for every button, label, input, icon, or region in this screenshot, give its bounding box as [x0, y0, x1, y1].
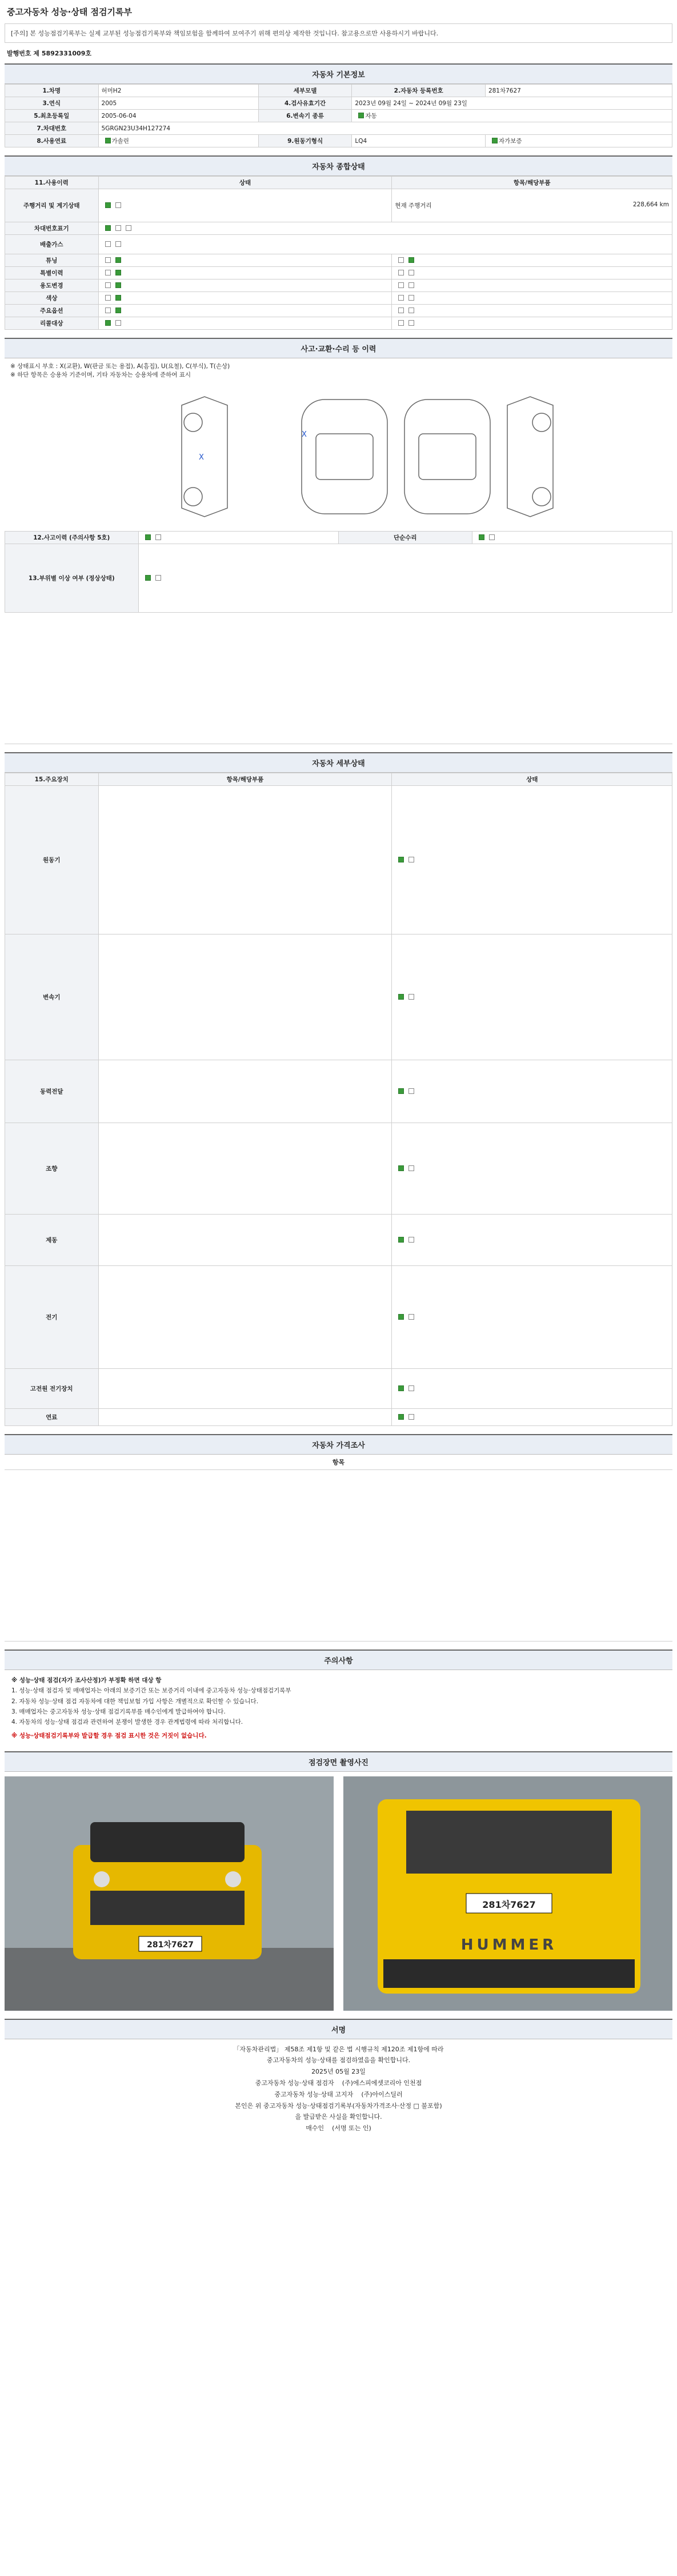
checkbox: [115, 320, 121, 326]
checkbox: [105, 241, 111, 247]
checkbox-checked: [408, 257, 414, 263]
table-header: [5, 177, 672, 189]
checkbox-checked: [358, 113, 364, 118]
checkbox: [408, 1088, 414, 1094]
checkbox-checked: [145, 575, 151, 581]
value: 2005-06-04: [98, 110, 258, 122]
row-label: 배출가스: [5, 235, 99, 254]
row-label: 고전원 전기장치: [5, 1369, 99, 1409]
photo-row: [5, 1772, 672, 2015]
rear-badge: HUMMER: [460, 1936, 558, 1954]
checkbox: [155, 534, 161, 540]
table-row: [5, 1060, 672, 1123]
status-cell: [138, 532, 338, 544]
photo-title: 점검장면 촬영사진: [5, 1752, 672, 1772]
value: 5GRGN23U34H127274: [98, 122, 672, 135]
col-header: 15.주요장치: [5, 773, 99, 786]
status-cell: [392, 254, 672, 267]
checkbox-checked: [115, 270, 121, 275]
row-label: 특별이력: [5, 267, 99, 279]
label: 8.사용연료: [5, 135, 99, 147]
table-row: [5, 786, 672, 934]
table-row: [5, 110, 672, 122]
status-cell: [98, 189, 392, 222]
label: 세부모델: [258, 85, 352, 97]
repair-legend: [5, 358, 672, 382]
checkbox-checked: [398, 1414, 404, 1420]
detail-title: 자동차 세부상태: [5, 753, 672, 773]
col-header: 상태: [98, 177, 392, 189]
checkbox: [408, 1314, 414, 1320]
row-label: 차대번호표기: [5, 222, 99, 235]
table-row: [5, 317, 672, 330]
checkbox-checked: [105, 202, 111, 208]
value: 281차7627: [485, 85, 672, 97]
checkbox: [408, 295, 414, 301]
checkbox: [105, 307, 111, 313]
row-label: 원동기: [5, 786, 99, 934]
table-header: [5, 773, 672, 786]
status-cell: [392, 305, 672, 317]
party-label: 매수인: [306, 2124, 325, 2132]
svg-text:X: X: [302, 430, 307, 439]
caution-section: [5, 1650, 672, 1747]
checkbox-checked: [115, 295, 121, 301]
repair-title: 사고·교환·수리 등 이력: [5, 339, 672, 358]
basic-table: [5, 84, 672, 147]
checkbox: [408, 282, 414, 288]
item-cell: [98, 1409, 392, 1426]
item-cell: [98, 1369, 392, 1409]
cert-value: 5892331009호: [41, 50, 91, 57]
checkbox: [105, 270, 111, 275]
row-label: 튜닝: [5, 254, 99, 267]
sign-party: [5, 2089, 672, 2100]
checkbox: [398, 282, 404, 288]
checkbox: [408, 1237, 414, 1243]
checkbox-checked: [398, 1385, 404, 1391]
row-label: 13.부위별 이상 여부 (정상상태): [5, 544, 139, 613]
table-row: [5, 122, 672, 135]
row-label: 12.사고이력 (주의사항 5호): [5, 532, 139, 544]
value: 허머H2: [98, 85, 258, 97]
table-row: [5, 544, 672, 613]
label: 5.최초등록일: [5, 110, 99, 122]
value: 가솔린: [98, 135, 258, 147]
status-cell: [98, 267, 392, 279]
table-row: [5, 1215, 672, 1266]
item-cell: [98, 1215, 392, 1266]
checkbox: [408, 994, 414, 1000]
item-cell: [98, 934, 392, 1060]
row-label: 색상: [5, 292, 99, 305]
col-header: 항목/해당부품: [392, 177, 672, 189]
table-row: [5, 235, 672, 254]
car-outline-icon: [5, 382, 672, 531]
party-name: (주)아이스딜러: [361, 2090, 403, 2098]
party-label: 중고자동차 성능·상태 고지자: [274, 2090, 354, 2098]
status-cell: [392, 1123, 672, 1215]
checkbox: [408, 1385, 414, 1391]
sign-line: 본인은 위 중고자동차 성능·상태점검기록부(자동차가격조사·산정 □ 불포함): [235, 2102, 442, 2110]
value: LQ4: [352, 135, 486, 147]
sign-date: 2025년 05월 23일: [311, 2068, 366, 2076]
detail-section: [5, 752, 672, 1426]
table-row: [5, 97, 672, 110]
checkbox: [398, 320, 404, 326]
status-cell: [98, 254, 392, 267]
status-cell: [138, 544, 672, 613]
mileage-value: 228,664 km: [632, 201, 669, 208]
svg-text:X: X: [199, 453, 204, 462]
condition-section: [5, 155, 672, 330]
label: 2.자동차 등록번호: [352, 85, 486, 97]
vehicle-front-image: [5, 1776, 334, 2011]
status-cell: [392, 786, 672, 934]
table-row: [5, 1369, 672, 1409]
party-name: (서명 또는 인): [332, 2124, 371, 2132]
table-row: [5, 135, 672, 147]
rear-plate: 281차7627: [482, 1899, 536, 1910]
checkbox: [489, 534, 495, 540]
row-label: 제동: [5, 1215, 99, 1266]
status-cell: [98, 222, 672, 235]
table-row: [5, 1409, 672, 1426]
checkbox-checked: [115, 257, 121, 263]
table-row: [5, 279, 672, 292]
checkbox: [408, 857, 414, 862]
label: 6.변속기 종류: [258, 110, 352, 122]
sign-line: 「자동차관리법」 제58조 제1항 및 같은 법 시행규칙 제120조 제1항에 따라: [233, 2045, 444, 2053]
sign-title: 서명: [5, 2020, 672, 2039]
status-cell: [392, 1215, 672, 1266]
note-line: 2. 자동차 성능·상태 점검 자동차에 대한 책임보험 가입 사항은 개별적으로 확인할 수 있습니다.: [11, 1698, 259, 1705]
checkbox-checked: [398, 1088, 404, 1094]
status-cell: [392, 934, 672, 1060]
row-label: 연료: [5, 1409, 99, 1426]
price-subheader: 항목: [5, 1455, 672, 1470]
checkbox: [398, 257, 404, 263]
status-cell: [98, 279, 392, 292]
legend-line: ※ 상태표시 부호 : X(교환), W(판금 또는 용접), A(흠집), U(요철), C(부식), T(손상): [10, 363, 230, 370]
table-row: [5, 189, 672, 222]
checkbox-checked: [479, 534, 484, 540]
status-cell: [392, 317, 672, 330]
checkbox: [408, 307, 414, 313]
row-label: 주행거리 및 계기상태: [5, 189, 99, 222]
status-cell: [98, 305, 392, 317]
table-row: [5, 292, 672, 305]
photo-section: [5, 1751, 672, 2015]
status-cell: [98, 235, 672, 254]
value: 자가보증: [485, 135, 672, 147]
price-table-area: [5, 1470, 672, 1642]
table-row: [5, 222, 672, 235]
checkbox: [105, 282, 111, 288]
sign-line: 중고자동차의 성능·상태를 점검하였음을 확인합니다.: [266, 2056, 411, 2064]
checkbox-checked: [105, 320, 111, 326]
note-line: 1. 성능·상태 점검자 및 매매업자는 아래의 보증기간 또는 보증거리 이내에 중고자동차 성능·상태점검기록부: [11, 1687, 291, 1695]
checkbox-checked: [398, 1165, 404, 1171]
notice: [주의] 본 성능점검기록부는 실제 교부된 성능점검기록부와 책임보험을 함께하여 보여주기 위해 편의상 제작한 것입니다. 참고용으로만 사용하시기 바랍니다.: [5, 23, 672, 43]
sign-line: 을 발급받은 사실을 확인합니다.: [295, 2113, 382, 2121]
mileage-label: 현재 주행거리: [395, 202, 432, 209]
checkbox: [398, 270, 404, 275]
label: 1.차명: [5, 85, 99, 97]
value: 2005: [98, 97, 258, 110]
party-label: 중고자동차 성능·상태 점검자: [255, 2079, 334, 2087]
cert-number: [7, 49, 670, 58]
checkbox-checked: [398, 994, 404, 1000]
row-label: 단순수리: [338, 532, 472, 544]
checkbox: [408, 270, 414, 275]
sign-party: [5, 2078, 672, 2089]
checkbox-checked: [398, 1237, 404, 1243]
col-header: 상태: [392, 773, 672, 786]
vehicle-rear-image: [343, 1776, 672, 2011]
front-photo: [5, 1776, 334, 2011]
item-cell: [98, 786, 392, 934]
checkbox: [105, 257, 111, 263]
note-line: 3. 매매업자는 중고자동차 성능·상태 점검기록부를 매수인에게 발급하여야 합니다.: [11, 1708, 226, 1715]
checkbox-checked: [115, 307, 121, 313]
caution-title: 주의사항: [5, 1651, 672, 1670]
sign-section: [5, 2019, 672, 2139]
checkbox-checked: [115, 282, 121, 288]
repair-section: [5, 338, 672, 744]
label: 7.차대번호: [5, 122, 99, 135]
label: 9.원동기형식: [258, 135, 352, 147]
item-cell: [98, 1060, 392, 1123]
checkbox: [126, 225, 131, 231]
col-header: 항목/해당부품: [98, 773, 392, 786]
repair-table: [5, 531, 672, 613]
status-cell: [392, 1266, 672, 1369]
price-title: 자동차 가격조사: [5, 1435, 672, 1455]
basic-section: [5, 63, 672, 147]
party-name: (주)에스피에셋코리아 인천점: [342, 2079, 422, 2087]
checkbox-checked: [398, 857, 404, 862]
checkbox-checked: [105, 225, 111, 231]
checkbox-checked: [105, 138, 111, 143]
table-row: [5, 1266, 672, 1369]
legend-line: ※ 하단 항목은 승용차 기준이며, 기타 자동차는 승용차에 준하여 표시: [10, 372, 191, 378]
row-label: 동력전달: [5, 1060, 99, 1123]
row-label: 주요옵션: [5, 305, 99, 317]
checkbox: [408, 320, 414, 326]
status-cell: [392, 1060, 672, 1123]
checkbox: [115, 241, 121, 247]
basic-title: 자동차 기본정보: [5, 65, 672, 84]
car-diagram: [5, 382, 672, 531]
caution-notes: [5, 1670, 672, 1747]
checkbox-checked: [398, 1314, 404, 1320]
status-cell: [392, 292, 672, 305]
note-line: 4. 자동차의 성능·상태 점검과 관련하여 분쟁이 발생한 경우 관계법령에 따라 처리합니다.: [11, 1719, 243, 1726]
checkbox: [155, 575, 161, 581]
note-line: ※ 성능·상태 점검(자가 조사산정)가 부정확 하면 대상 항: [11, 1677, 162, 1684]
checkbox: [398, 295, 404, 301]
checkbox: [408, 1165, 414, 1171]
rear-photo: [343, 1776, 672, 2011]
detail-table: [5, 773, 672, 1426]
checkbox: [408, 1414, 414, 1420]
checkbox: [105, 295, 111, 301]
sign-block: [5, 2039, 672, 2139]
row-label: 용도변경: [5, 279, 99, 292]
checkbox: [398, 307, 404, 313]
table-row: [5, 305, 672, 317]
status-cell: [392, 279, 672, 292]
status-cell: [392, 1369, 672, 1409]
cert-label: 발행번호 제: [7, 50, 39, 57]
row-label: 전기: [5, 1266, 99, 1369]
table-row: [5, 267, 672, 279]
page-title: 중고자동차 성능·상태 점검기록부: [7, 7, 133, 17]
checkbox-checked: [145, 534, 151, 540]
condition-table: [5, 176, 672, 330]
value: 자동: [352, 110, 672, 122]
price-section: [5, 1434, 672, 1642]
row-label: 조향: [5, 1123, 99, 1215]
table-row: [5, 934, 672, 1060]
front-plate: 281차7627: [147, 1940, 194, 1950]
table-row: [5, 254, 672, 267]
label: 4.검사유효기간: [258, 97, 352, 110]
row-label: 리콜대상: [5, 317, 99, 330]
label: 3.연식: [5, 97, 99, 110]
status-cell: [98, 317, 392, 330]
table-row: [5, 1123, 672, 1215]
repair-detail-area: [5, 613, 672, 744]
checkbox-checked: [492, 138, 498, 143]
note-highlight: ※ 성능·상태점검기록부와 발급할 경우 점검 표시한 것은 거짓이 없습니다.: [11, 1732, 207, 1740]
status-cell: [472, 532, 672, 544]
checkbox: [115, 202, 121, 208]
status-cell: [98, 292, 392, 305]
row-label: 변속기: [5, 934, 99, 1060]
item-cell: [98, 1123, 392, 1215]
status-cell: [392, 1409, 672, 1426]
condition-title: 자동차 종합상태: [5, 157, 672, 176]
mileage-cell: [392, 189, 672, 222]
status-cell: [392, 267, 672, 279]
col-header: 11.사용이력: [5, 177, 99, 189]
sign-party: [5, 2123, 672, 2134]
item-cell: [98, 1266, 392, 1369]
table-row: [5, 85, 672, 97]
table-row: [5, 532, 672, 544]
checkbox: [115, 225, 121, 231]
value: 2023년 09월 24일 ~ 2024년 09월 23일: [352, 97, 672, 110]
